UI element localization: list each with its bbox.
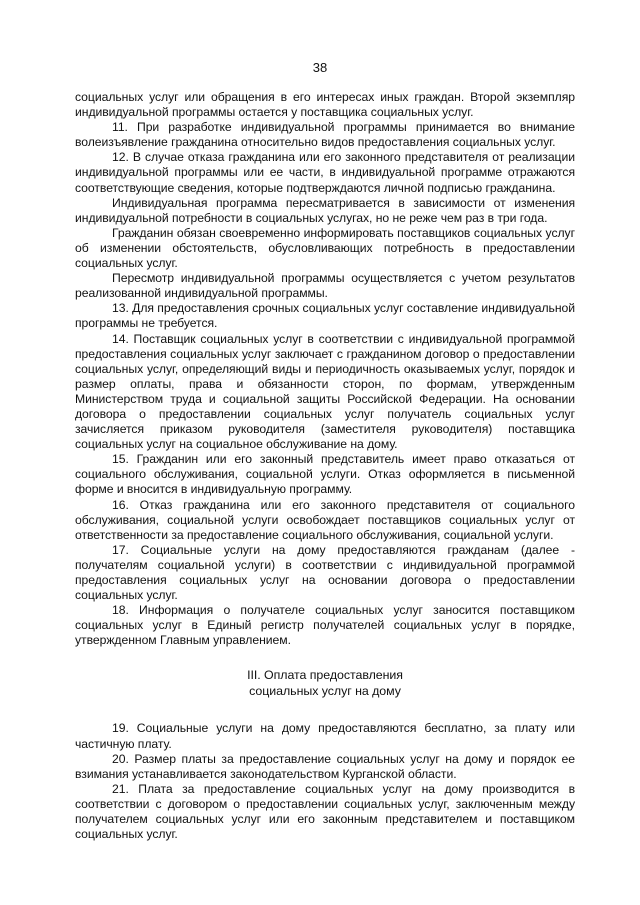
paragraph: 13. Для предоставления срочных социальных услуг составление индивидуальной программы не требуется. <box>75 301 575 331</box>
paragraph: 18. Информация о получателе социальных услуг заносится поставщиком социальных услуг в Единый регистр получателей социальных услуг в порядке, утвержденном Главным управлением. <box>75 603 575 648</box>
section-heading <box>75 668 575 699</box>
page-number: 38 <box>312 60 328 75</box>
paragraph: 14. Поставщик социальных услуг в соответствии с индивидуальной программой предоставления социальных услуг заключает с гражданином договор о предоставлении социальных услуг, определяющий виды и периодичность оказываемых услуг, порядок и размер оплаты, права и обязанности сторон, по формам, утвержденным Министерством труда и социальной защиты Российской Федерации. На основании договора о предоставлении социальных услуг получатель социальных услуг зачисляется приказом руководителя (заместителя руководителя) поставщика социальных услуг на социальное обслуживание на дому. <box>75 331 575 452</box>
paragraph: 15. Гражданин или его законный представитель имеет право отказаться от социального обслуживания, социальной услуги. Отказ оформляется в письменной форме и вносится в индивидуальную программу. <box>75 452 575 497</box>
document-body <box>75 90 575 842</box>
section-heading-line: III. Оплата предоставления <box>247 668 403 683</box>
paragraph: 21. Плата за предоставление социальных услуг на дому производится в соответствии с договором о предоставлении социальных услуг, заключенным между получателем социальных услуг или его законным представителем и поставщиком социальных услуг. <box>75 781 575 842</box>
paragraph: Гражданин обязан своевременно информировать поставщиков социальных услуг об изменении обстоятельств, обусловливающих потребность в предоставлении социальных услуг. <box>75 225 575 271</box>
paragraph: 11. При разработке индивидуальной программы принимается во внимание волеизъявление гражданина относительно видов предоставления социальных услуг. <box>75 120 575 150</box>
paragraph: 20. Размер платы за предоставление социальных услуг на дому и порядок ее взимания устанавливается законодательством Курганской области. <box>75 751 575 781</box>
paragraph: 19. Социальные услуги на дому предоставляются бесплатно, за плату или частичную плату. <box>75 721 575 751</box>
paragraph: Пересмотр индивидуальной программы осуществляется с учетом результатов реализованной индивидуальной программы. <box>75 271 575 301</box>
paragraph: 12. В случае отказа гражданина или его законного представителя от реализации индивидуальной программы или ее части, в индивидуальной программе отражаются соответствующие сведения, которые подтверждаются личной подписью гражданина. <box>75 150 575 195</box>
paragraph: социальных услуг или обращения в его интересах иных граждан. Второй экземпляр индивидуальной программы остается у поставщика социальных услуг. <box>75 90 575 120</box>
paragraph: 17. Социальные услуги на дому предоставляются гражданам (далее - получателям социальной услуги) в соответствии с индивидуальной программой предоставления социальных услуг на основании договора о предоставлении социальных услуг. <box>75 542 575 603</box>
section-heading-line: социальных услуг на дому <box>249 683 401 698</box>
paragraph: Индивидуальная программа пересматривается в зависимости от изменения индивидуальной потребности в социальных услугах, но не реже чем раз в три года. <box>75 195 575 225</box>
paragraph: 16. Отказ гражданина или его законного представителя от социального обслуживания, социальной услуги освобождает поставщиков социальных услуг от ответственности за предоставление социального обслуживания, социальной услуги. <box>75 497 575 542</box>
